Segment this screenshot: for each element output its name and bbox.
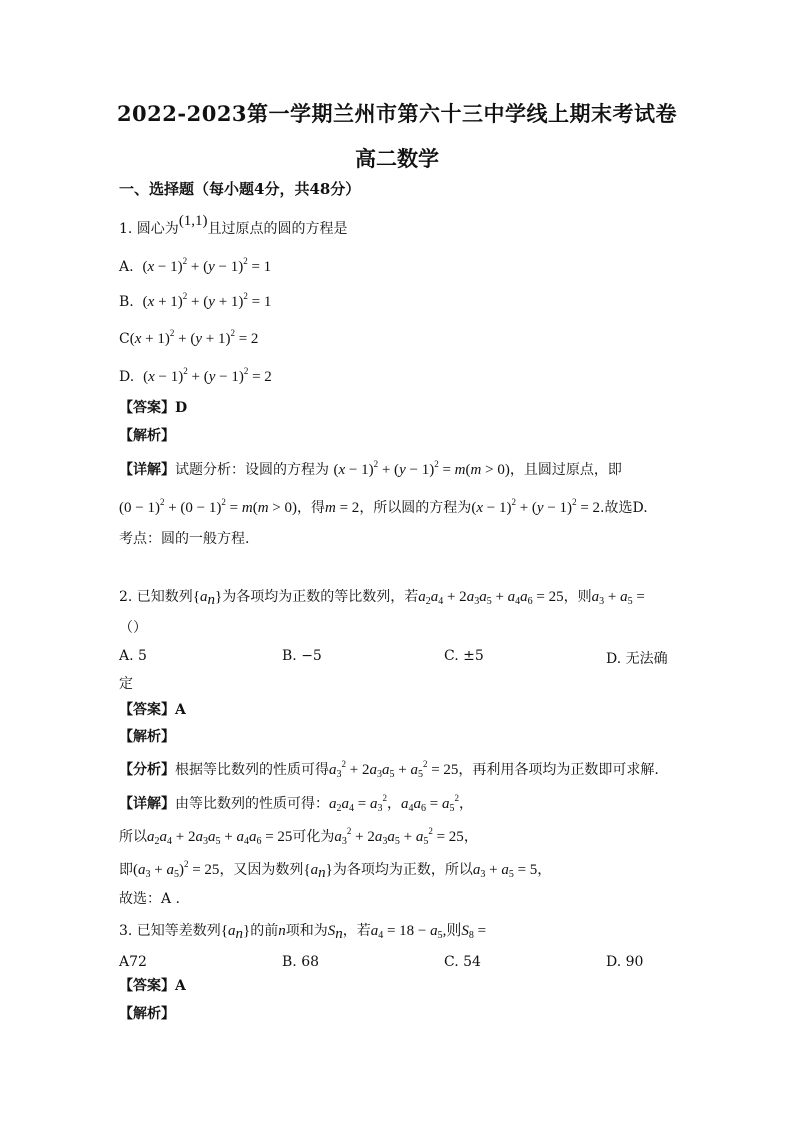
q3-option-a: A72 (119, 954, 147, 970)
q1-stem: 1. 圆心为(1,1)且过原点的圆的方程是 (119, 213, 348, 237)
q2-guxuan: 故选：A . (119, 891, 181, 907)
q2-analysis: 【解析】 (119, 729, 175, 745)
q1-option-c: $C(x + 1)^2 + (y + 1)^2 = 2$ (119, 328, 259, 347)
q3-analysis: 【解析】 (119, 1006, 175, 1022)
q2-paren: （） (119, 620, 147, 636)
exam-title: 2022-2023第一学期兰州市第六十三中学线上期末考试卷 (116, 101, 678, 126)
q3-stem: 3. 已知等差数列$\{a_n\}$的前n项和为$S_n$，若$a_4 = 18 - a_5$,则$S_8$ = (119, 923, 487, 942)
q2-fenxi: 【分析】根据等比数列的性质可得$a_3^2 + 2a_3a_5 + a_5^2 = 25$，再利用各项均为正数即可求解. (119, 759, 659, 780)
q2-option-c: C. ±5 (444, 648, 484, 664)
q3-option-b: B. 68 (282, 954, 320, 970)
q2-option-b: B. −5 (282, 648, 322, 664)
q2-option-d-wrap: 定 (119, 676, 133, 692)
q2-option-d: D. 无法确 (606, 651, 668, 667)
q2-detail: 【详解】由等比数列的性质可得：$a_2a_4 = a_3^2$，$a_4a_6 = a_5^2$， (119, 793, 473, 814)
q1-option-a: A. $(x - 1)^2 + (y - 1)^2 = 1$ (119, 256, 272, 275)
q2-stem: 2. 已知数列$\{a_n\}$为各项均为正数的等比数列，若$a_2a_4 + 2a_3a_5 + a_4a_6 = 25$，则$a_3 + a_5$ = (119, 589, 645, 608)
q1-answer: 【答案】D (119, 400, 188, 416)
q2-detail-line2: 所以$a_2a_4 + 2a_3a_5 + a_4a_6 = 25$可化为$a_3^2 + 2a_3a_5 + a_5^2 = 25$， (119, 826, 478, 847)
q2-answer: 【答案】A (119, 702, 186, 718)
q3-answer: 【答案】A (119, 978, 186, 994)
q3-option-c: C. 54 (444, 954, 481, 970)
q1-option-d: D. $(x - 1)^2 + (y - 1)^2 = 2$ (119, 366, 272, 385)
q1-analysis: 【解析】 (119, 428, 175, 444)
exam-subtitle: 高二数学 (355, 146, 439, 171)
section-heading: 一、选择题（每小题4分，共48分） (119, 180, 361, 198)
q2-option-a: A. 5 (119, 648, 147, 664)
q3-option-d: D. 90 (606, 954, 644, 970)
q1-option-b: B. $(x + 1)^2 + (y + 1)^2 = 1$ (119, 291, 272, 310)
q2-detail-line3: 即$(a_3 + a_5)^2 = 25$，又因为数列$\{a_n\}$为各项均为正数，所以$a_3 + a_5 = 5$， (119, 859, 552, 881)
q1-kaodian: 考点：圆的一般方程. (119, 531, 250, 547)
q1-detail-cont: $(0 - 1)^2 + (0 - 1)^2 = m(m > 0)$，得m = 2，所以圆的方程为$(x - 1)^2 + (y - 1)^2 = 2$.故选D. (119, 497, 648, 516)
q1-detail: 【详解】试题分析：设圆的方程为 $(x - 1)^2 + (y - 1)^2 = m(m > 0)$，且圆过原点，即 (119, 459, 622, 478)
